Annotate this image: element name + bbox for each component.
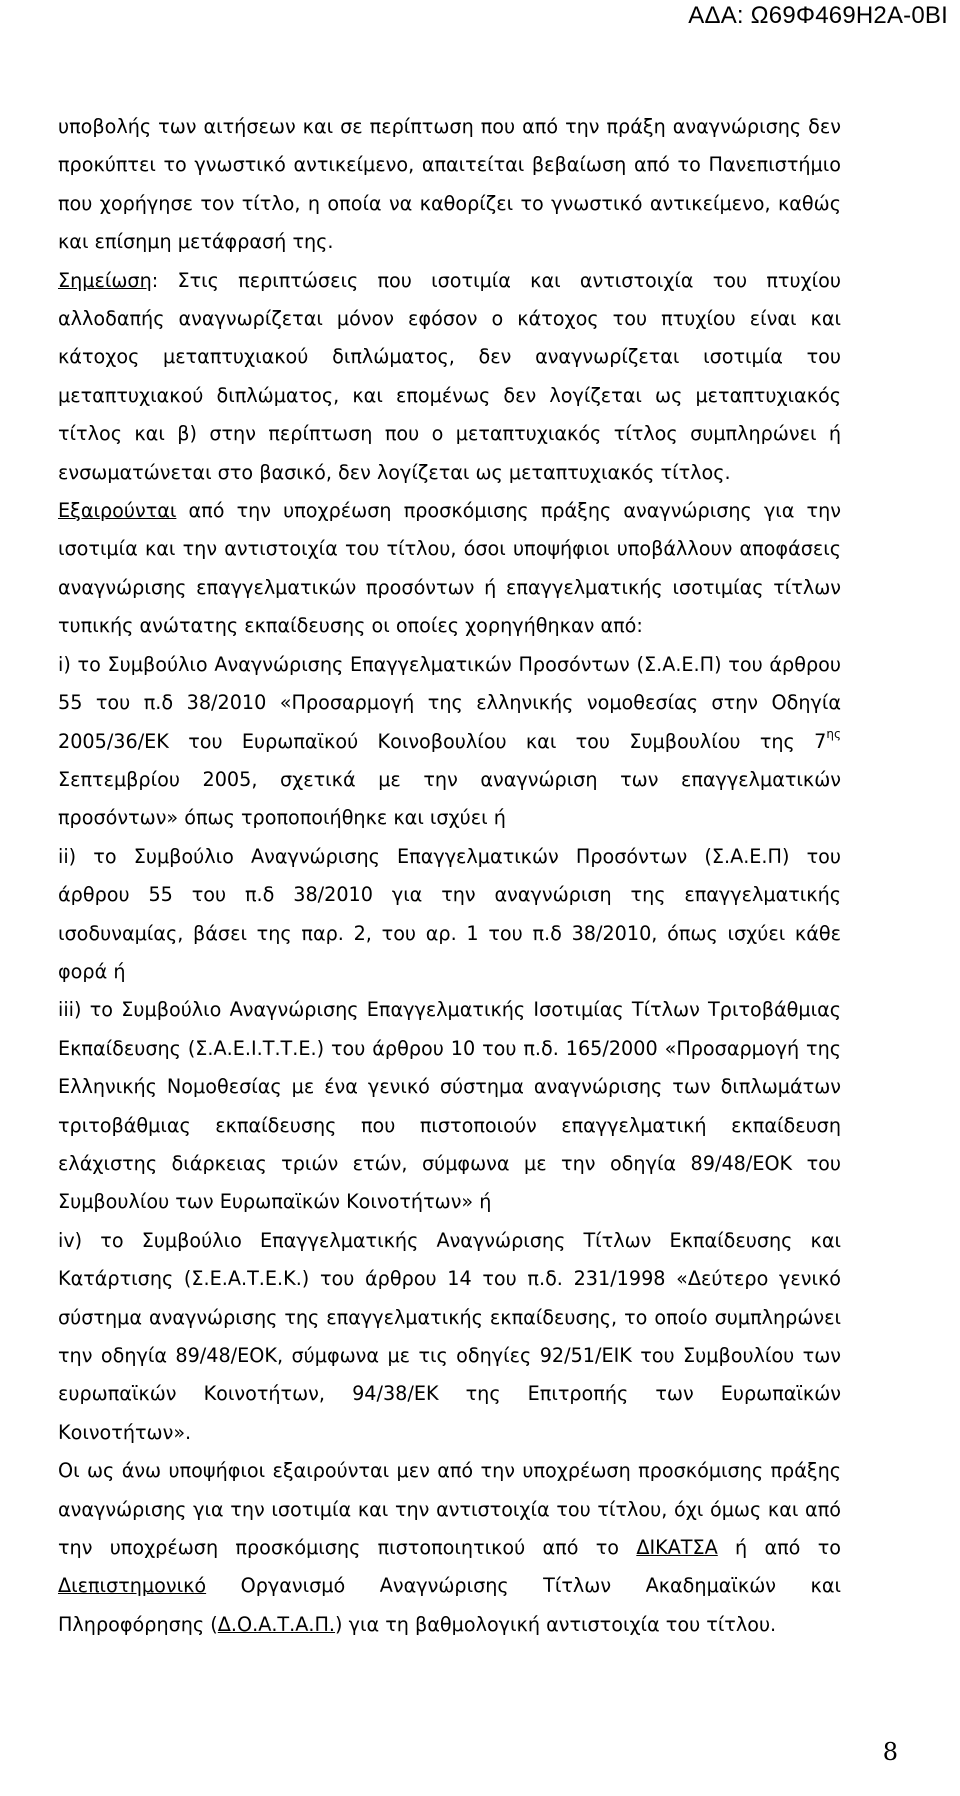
diepistimoniko-label: Διεπιστημονικό [58, 1574, 207, 1598]
note-label: Σημείωση [58, 268, 152, 292]
list-item-iii: iii) το Συμβούλιο Αναγνώρισης Επαγγελματικής Ισοτιμίας Τίτλων Τριτοβάθμιας Εκπαίδευσης (Σ.Α.Ε.Ι.Τ.Τ.Ε.) του άρθρου 10 του π.δ. 165/2000 «Προσαρμογή της Ελληνικής Νομοθεσίας με ένα γενικό σύστημα αναγνώρισης των διπλωμάτων τριτοβάθμιας εκπαίδευσης που πιστοποιούν επαγγελματική εκπαίδευση ελάχιστης διάρκειας τριών ετών, σύμφωνα με την οδηγία 89/48/ΕΟΚ του Συμβουλίου των Ευρωπαϊκών Κοινοτήτων» ή [58, 998, 841, 1214]
closing-text-3: Οργανισμό Αναγνώρισης Τίτλων Ακαδημαϊκών και Πληροφόρησης ( [58, 1574, 841, 1636]
list-item-i-text-cont: Σεπτεμβρίου 2005, σχετικά με την αναγνώριση των επαγγελματικών προσόντων» όπως τροποποιήθηκε και ισχύει ή [58, 767, 841, 830]
paragraph-closing [58, 1452, 841, 1644]
ordinal-superscript: ης [826, 726, 841, 741]
paragraph-intro: υποβολής των αιτήσεων και σε περίπτωση που από την πράξη αναγνώρισης δεν προκύπτει το γνωστικό αντικείμενο, απαιτείται βεβαίωση από το Πανεπιστήμιο που χορήγησε τον τίτλο, η οποία να καθορίζει το γνωστικό αντικείμενο, καθώς και επίσημη μετάφρασή της. [58, 115, 841, 254]
closing-text-4: ) για τη βαθμολογική αντιστοιχία του τίτλου. [335, 1612, 777, 1636]
list-item-ii: ii) το Συμβούλιο Αναγνώρισης Επαγγελματικών Προσόντων (Σ.Α.Ε.Π) του άρθρου 55 του π.δ 38/2010 για την αναγνώριση της επαγγελματικής ισοδυναμίας, βάσει της παρ. 2, του αρ. 1 του π.δ 38/2010, όπως ισχύει κάθε φορά ή [58, 844, 841, 983]
paragraph-exemptions [58, 492, 841, 646]
page-number: 8 [882, 1738, 898, 1766]
dikatsa-label: ΔΙΚΑΤΣΑ [636, 1536, 718, 1560]
exemptions-label: Εξαιρούνται [58, 499, 177, 523]
list-item-iv: iv) το Συμβούλιο Επαγγελματικής Αναγνώρισης Τίτλων Εκπαίδευσης και Κατάρτισης (Σ.Ε.Α.Τ.Ε.Κ.) του άρθρου 14 του π.δ. 231/1998 «Δεύτερο γενικό σύστημα αναγνώρισης της επαγγελματικής εκπαίδευσης, το οποίο συμπληρώνει την οδηγία 89/48/ΕΟΚ, σύμφωνα με τις οδηγίες 92/51/ΕΙΚ του Συμβουλίου των ευρωπαϊκών Κοινοτήτων, 94/38/ΕΚ της Επιτροπής των Ευρωπαϊκών Κοινοτήτων». [58, 1228, 841, 1444]
note-text: : Στις περιπτώσεις που ισοτιμία και αντιστοιχία του πτυχίου αλλοδαπής αναγνωρίζεται μόνον εφόσον ο κάτοχος του πτυχίου είναι και κάτοχος μεταπτυχιακού διπλώματος, δεν αναγνωρίζεται ισοτιμία του μεταπτυχιακού διπλώματος, και επομένως δεν λογίζεται ως μεταπτυχιακός τίτλος και β) στην περίπτωση που ο μεταπτυχιακός τίτλος συμπληρώνει ή ενσωματώνεται στο βασικό, δεν λογίζεται ως μεταπτυχιακός τίτλος. [58, 268, 841, 484]
list-item-i [58, 646, 841, 838]
list-item-i-text: i) το Συμβούλιο Αναγνώρισης Επαγγελματικών Προσόντων (Σ.Α.Ε.Π) του άρθρου 55 του π.δ 38/2010 «Προσαρμογή της ελληνικής νομοθεσίας στην Οδηγία 2005/36/ΕΚ του Ευρωπαϊκού Κοινοβουλίου και του Συμβουλίου της 7 [58, 652, 841, 753]
doatap-label: Δ.Ο.Α.Τ.Α.Π. [217, 1612, 336, 1636]
ada-code: ΑΔΑ: Ω69Φ469Η2Α-0ΒΙ [688, 2, 948, 29]
exemptions-text: από την υποχρέωση προσκόμισης πράξης αναγνώρισης για την ισοτιμία και την αντιστοιχία του τίτλου, όσοι υποψήφιοι υποβάλλουν αποφάσεις αναγνώρισης επαγγελματικών προσόντων ή επαγγελματικής ισοτιμίας τίτλων τυπικής ανώτατης εκπαίδευσης οι οποίες χορηγήθηκαν από: [58, 499, 841, 638]
closing-text-1: Οι ως άνω υποψήφιοι εξαιρούνται μεν από την υποχρέωση προσκόμισης πράξης αναγνώρισης για την ισοτιμία και την αντιστοιχία του τίτλου, όχι όμως και από την υποχρέωση προσκόμισης πιστοποιητικού από το [58, 1459, 841, 1560]
paragraph-note [58, 262, 841, 492]
document-body [58, 108, 841, 1644]
closing-text-2: ή από το [717, 1536, 841, 1560]
